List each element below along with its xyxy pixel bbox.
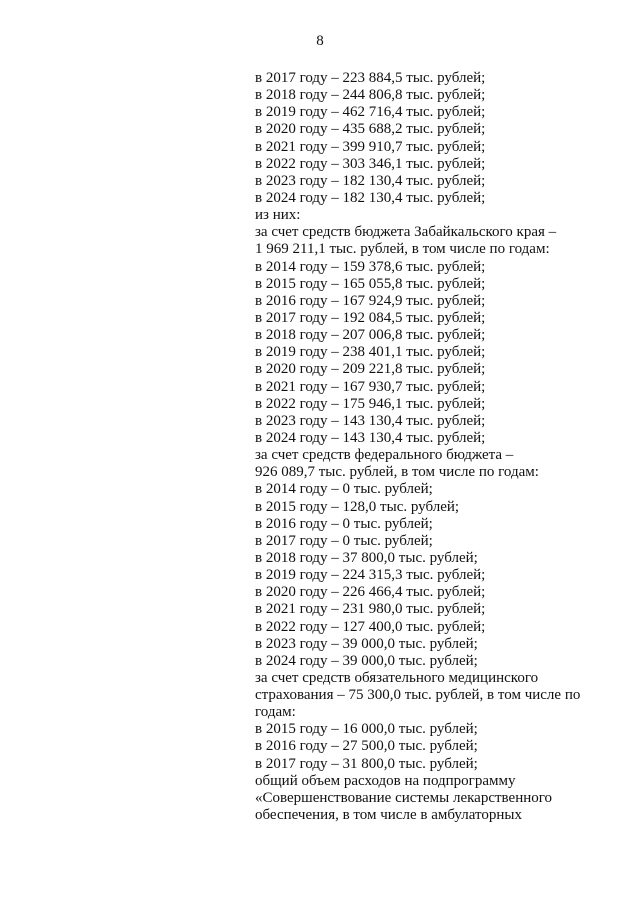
text-line: в 2020 году – 226 466,4 тыс. рублей; — [255, 584, 486, 601]
text-line: в 2023 году – 39 000,0 тыс. рублей; — [255, 635, 478, 652]
text-line: в 2024 году – 182 130,4 тыс. рублей; — [255, 189, 486, 206]
text-line: в 2016 году – 27 500,0 тыс. рублей; — [255, 738, 478, 755]
text-line: в 2015 году – 128,0 тыс. рублей; — [255, 498, 460, 515]
text-line: страхования – 75 300,0 тыс. рублей, в том числе по — [255, 687, 581, 704]
text-line: в 2015 году – 165 055,8 тыс. рублей; — [255, 275, 486, 292]
text-line: в 2014 году – 0 тыс. рублей; — [255, 481, 433, 498]
text-line: обеспечения, в том числе в амбулаторных — [255, 807, 522, 824]
text-line: годам: — [255, 704, 296, 721]
text-line: в 2018 году – 37 800,0 тыс. рублей; — [255, 549, 478, 566]
text-line: в 2019 году – 462 716,4 тыс. рублей; — [255, 104, 486, 121]
text-line: в 2021 году – 231 980,0 тыс. рублей; — [255, 601, 486, 618]
text-line: в 2024 году – 39 000,0 тыс. рублей; — [255, 652, 478, 669]
text-line: в 2024 году – 143 130,4 тыс. рублей; — [255, 429, 486, 446]
text-line: в 2022 году – 127 400,0 тыс. рублей; — [255, 618, 486, 635]
text-line: 926 089,7 тыс. рублей, в том числе по годам: — [255, 464, 539, 481]
text-line: в 2023 году – 182 130,4 тыс. рублей; — [255, 172, 486, 189]
text-line: в 2017 году – 0 тыс. рублей; — [255, 532, 433, 549]
text-line: в 2023 году – 143 130,4 тыс. рублей; — [255, 412, 486, 429]
text-line: в 2020 году – 209 221,8 тыс. рублей; — [255, 361, 486, 378]
text-line: в 2014 году – 159 378,6 тыс. рублей; — [255, 258, 486, 275]
text-line: за счет средств обязательного медицинского — [255, 669, 539, 686]
text-line: в 2016 году – 0 тыс. рублей; — [255, 515, 433, 532]
text-line: в 2019 году – 238 401,1 тыс. рублей; — [255, 344, 486, 361]
text-line: из них: — [255, 207, 301, 224]
text-line: в 2017 году – 31 800,0 тыс. рублей; — [255, 755, 478, 772]
text-line: за счет средств федерального бюджета – — [255, 447, 514, 464]
text-line: в 2021 году – 167 930,7 тыс. рублей; — [255, 378, 486, 395]
text-line: общий объем расходов на подпрограмму — [255, 772, 516, 789]
text-line: в 2019 году – 224 315,3 тыс. рублей; — [255, 567, 486, 584]
text-line: за счет средств бюджета Забайкальского края – — [255, 224, 557, 241]
text-line: в 2018 году – 244 806,8 тыс. рублей; — [255, 87, 486, 104]
text-line: в 2015 году – 16 000,0 тыс. рублей; — [255, 721, 478, 738]
text-line: в 2022 году – 303 346,1 тыс. рублей; — [255, 155, 486, 172]
text-line: «Совершенствование системы лекарственного — [255, 789, 553, 806]
text-line: в 2022 году – 175 946,1 тыс. рублей; — [255, 395, 486, 412]
text-line: в 2016 году – 167 924,9 тыс. рублей; — [255, 292, 486, 309]
text-line: 1 969 211,1 тыс. рублей, в том числе по годам: — [255, 241, 550, 258]
text-line: в 2017 году – 192 084,5 тыс. рублей; — [255, 309, 486, 326]
text-line: в 2017 году – 223 884,5 тыс. рублей; — [255, 70, 486, 86]
page-number: 8 — [316, 33, 324, 49]
text-line: в 2020 году – 435 688,2 тыс. рублей; — [255, 121, 486, 138]
document-body — [255, 70, 595, 824]
text-line: в 2018 году – 207 006,8 тыс. рублей; — [255, 327, 486, 344]
text-line: в 2021 году – 399 910,7 тыс. рублей; — [255, 138, 486, 155]
